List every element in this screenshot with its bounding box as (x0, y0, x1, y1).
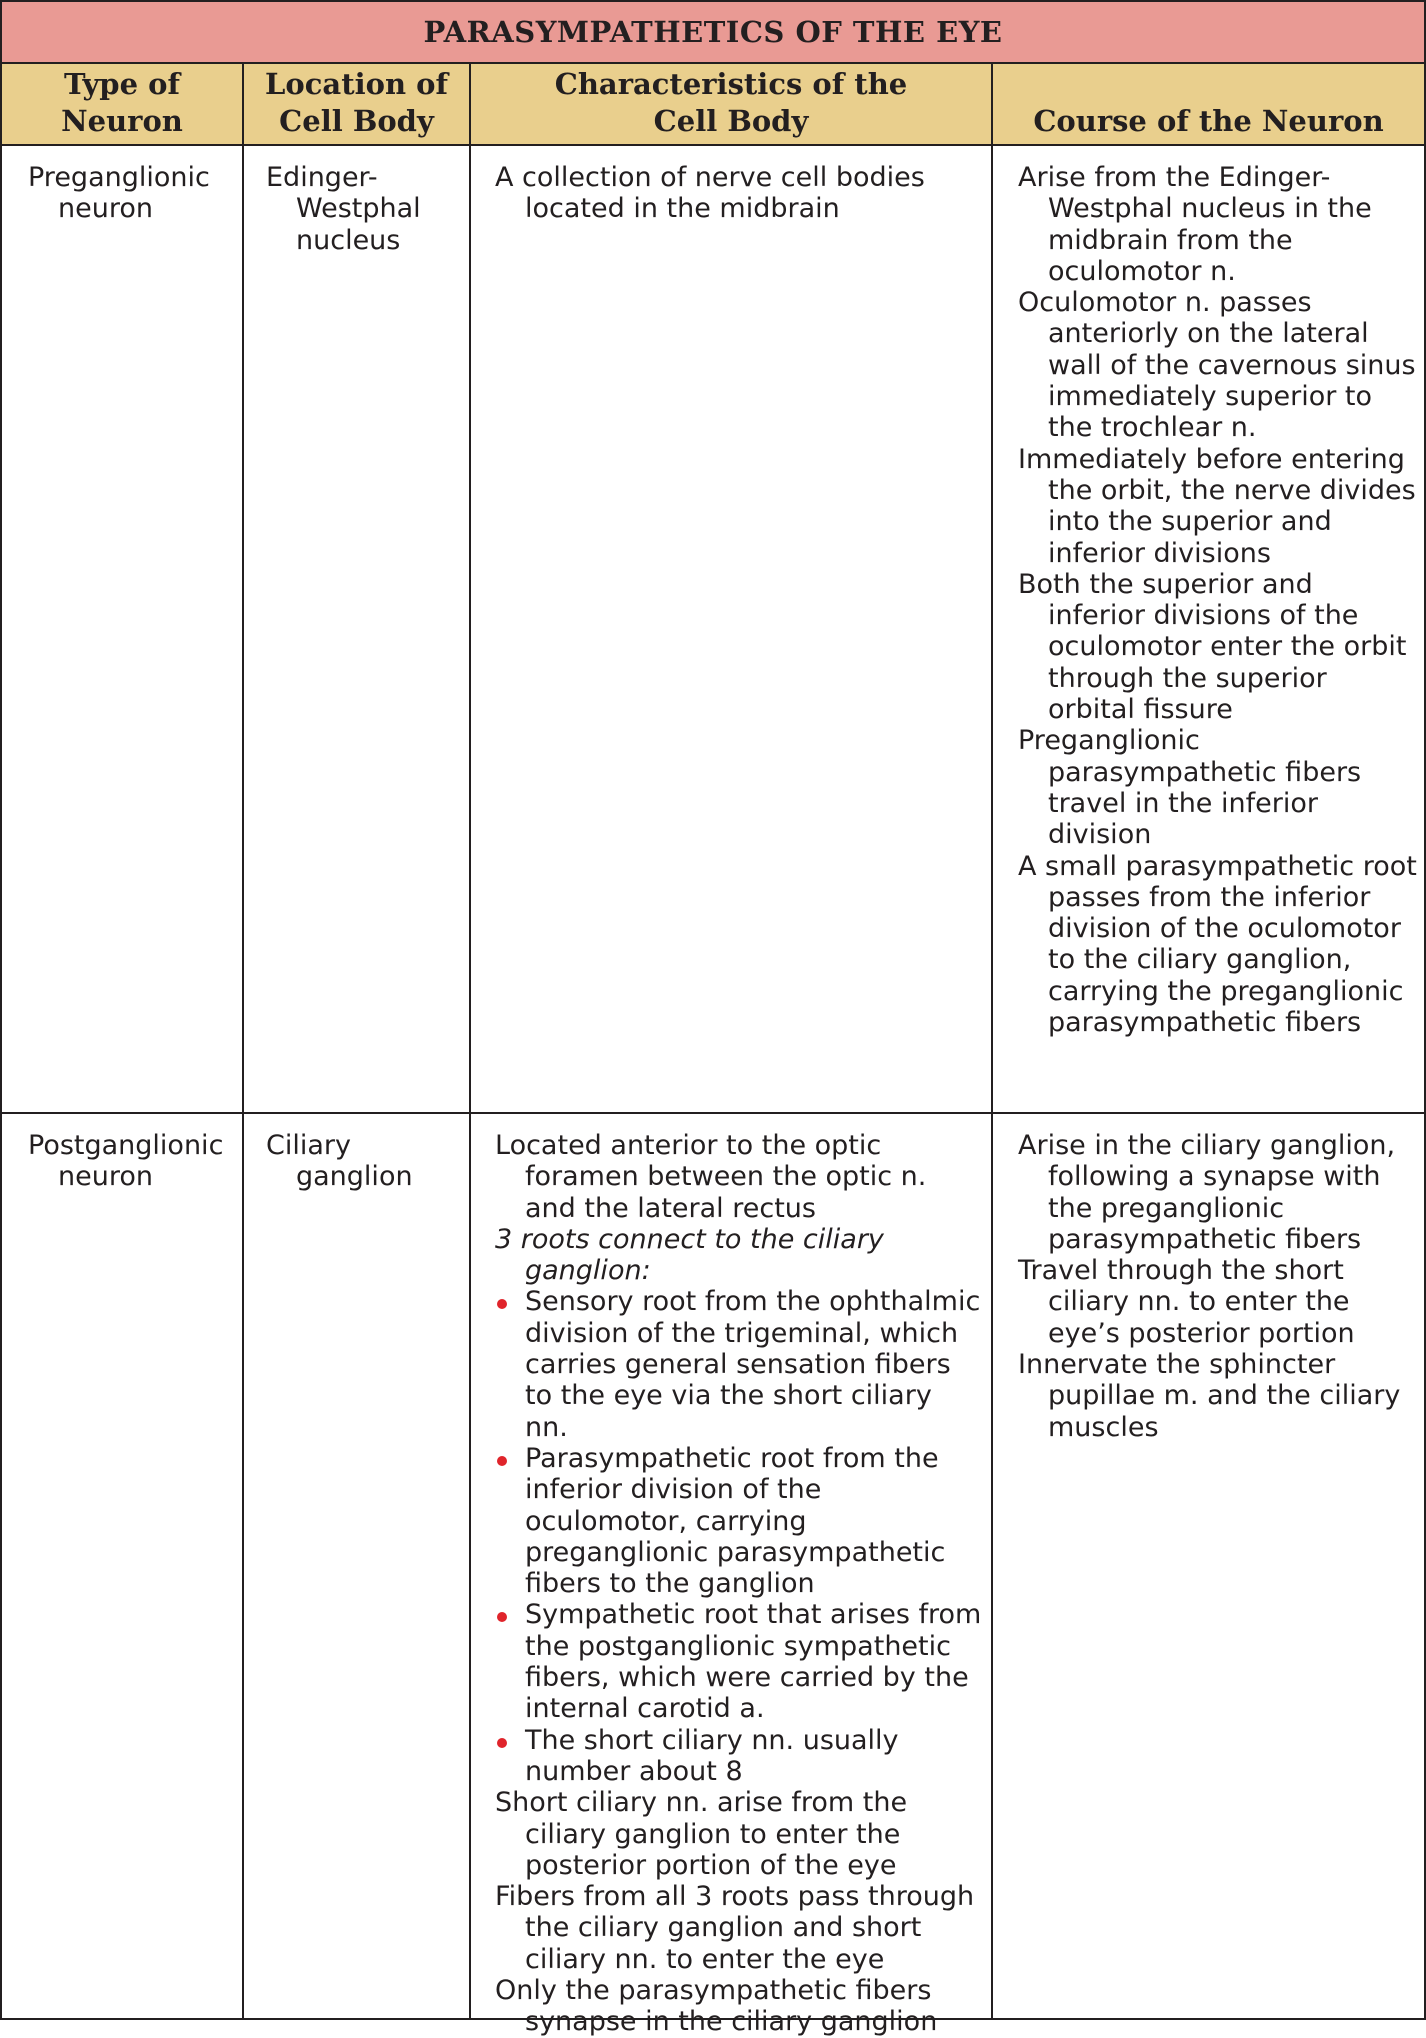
row1-type-cell (28, 162, 233, 225)
row2-course-entry: Innervate the sphincter pupillae m. and the ciliary muscles (1018, 1349, 1401, 1443)
column-rule (242, 64, 244, 2020)
root-bullet-text: Parasympathetic root from the inferior division of the oculomotor, carrying preganglionic parasympathetic fibers to the ganglion (525, 1442, 946, 1600)
row2-characteristic-entry: Short ciliary nn. arise from the ciliary ganglion to enter the posterior portion of the eye (495, 1787, 908, 1881)
row2-type-cell (28, 1130, 233, 1193)
bullet-dot-icon (497, 1612, 507, 1622)
root-bullet-item (495, 1443, 983, 1599)
row2-roots-heading: 3 roots connect to the ciliary ganglion: (495, 1223, 884, 1287)
root-bullet-item (495, 1725, 983, 1788)
header-location: Location of Cell Body (265, 67, 448, 138)
root-bullet-text: Sensory root from the ophthalmic division of the trigeminal, which carries general sensation fibers to the eye via the short ciliary nn. (525, 1286, 981, 1443)
row2-characteristic-entry: Located anterior to the optic foramen between the optic n. and the lateral rectus (495, 1130, 927, 1224)
row2-characteristics-cell (495, 1130, 983, 2038)
table-title: PARASYMPATHETICS OF THE EYE (2, 2, 1424, 64)
row1-course-entry: Both the superior and inferior divisions of the oculomotor enter the orbit through the superior orbital fissure (1018, 568, 1407, 726)
root-bullet-text: Sympathetic root that arises from the postganglionic sympathetic fibers, which were carried by the internal carotid a. (525, 1599, 982, 1725)
header-type: Type of Neuron (61, 67, 183, 138)
root-bullet-item (495, 1599, 983, 1724)
row1-course-entry: Arise from the Edinger-Westphal nucleus in the midbrain from the oculomotor n. (1018, 162, 1372, 287)
row2-type: Postganglionic neuron (28, 1130, 224, 1193)
bullet-dot-icon (497, 1738, 507, 1748)
row2-characteristic-entry: Fibers from all 3 roots pass through the ciliary ganglion and short ciliary nn. to enter the eye (495, 1881, 975, 1975)
row1-location: Edinger-Westphal nucleus (266, 162, 421, 256)
header-characteristics: Characteristics of the Cell Body (554, 67, 908, 138)
header-course: Course of the Neuron (1033, 104, 1384, 138)
header-row (2, 64, 1424, 146)
row2-course-entry: Travel through the short ciliary nn. to enter the eye’s posterior portion (1018, 1255, 1355, 1349)
row2-course-cell (1018, 1130, 1418, 1443)
row2-location-cell (266, 1130, 456, 1193)
row1-type: Preganglionic neuron (28, 162, 210, 225)
column-rule (991, 64, 993, 2020)
column-rule (469, 64, 471, 2020)
row2-characteristic-entry: Only the parasympathetic fibers synapse in the ciliary ganglion (495, 1975, 938, 2038)
row2-course-entry: Arise in the ciliary ganglion, following a synapse with the preganglionic parasympathetic fibers (1018, 1130, 1396, 1255)
bullet-dot-icon (497, 1456, 507, 1466)
row1-location-cell (266, 162, 456, 256)
root-bullet-item (495, 1286, 983, 1442)
row1-course-entry: Oculomotor n. passes anteriorly on the lateral wall of the cavernous sinus immediately superior to the trochlear n. (1018, 287, 1416, 444)
row1-course-entry: A small parasympathetic root passes from the inferior division of the oculomotor to the ciliary ganglion, carrying the preganglionic parasympathetic fibers (1018, 850, 1417, 1039)
row1-course-entry: Immediately before entering the orbit, the nerve divides into the superior and inferior divisions (1018, 443, 1416, 569)
bullet-dot-icon (497, 1299, 507, 1309)
root-bullet-text: The short ciliary nn. usually number about 8 (525, 1724, 899, 1787)
row-separator (2, 1112, 1424, 1114)
row1-characteristic-entry: A collection of nerve cell bodies located in the midbrain (495, 162, 925, 225)
row2-location: Ciliary ganglion (266, 1130, 413, 1193)
row1-characteristics-cell (495, 162, 977, 225)
row1-course-cell (1018, 162, 1418, 1038)
row1-course-entry: Preganglionic parasympathetic fibers travel in the inferior division (1018, 725, 1362, 851)
